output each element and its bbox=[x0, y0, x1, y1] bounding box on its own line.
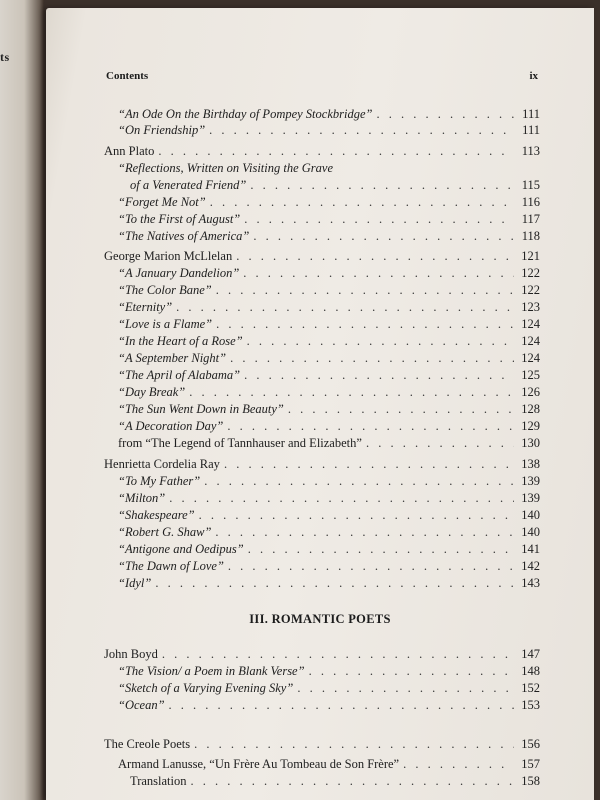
section-heading: III. ROMANTIC POETS bbox=[249, 612, 391, 626]
toc-entry: “In the Heart of a Rose” . . . 124 bbox=[118, 333, 540, 350]
book-page bbox=[46, 8, 594, 800]
left-page-edge bbox=[0, 0, 44, 800]
toc-entry: “The Natives of America” . . . 118 bbox=[118, 228, 540, 245]
toc-entry: “Idyl” . . . 143 bbox=[118, 575, 540, 592]
header-title: Contents bbox=[106, 70, 149, 82]
toc-entry: “Ocean” . . . 153 bbox=[118, 697, 540, 714]
toc-entry-author: Ann Plato . . . 113 bbox=[104, 143, 540, 160]
toc-entry: “Milton” . . . 139 bbox=[118, 490, 540, 507]
toc-entry: “The Vision/ a Poem in Blank Verse” . . . 148 bbox=[118, 663, 540, 680]
toc-entry: “The Color Bane” . . . 122 bbox=[118, 282, 540, 299]
toc-entry: “Reflections, Written on Visiting the Grave bbox=[118, 161, 334, 175]
toc-entry-author: Henrietta Cordelia Ray . . . 138 bbox=[104, 456, 540, 473]
toc-entry: “Day Break” . . . 126 bbox=[118, 384, 540, 401]
toc-entry: of a Venerated Friend” . . . 115 bbox=[130, 177, 540, 194]
toc-entry-author: George Marion McLlelan . . . 121 bbox=[104, 248, 540, 265]
toc-entry: “Forget Me Not” . . . 116 bbox=[118, 194, 540, 211]
left-page-text: ts bbox=[0, 50, 10, 64]
toc-entry: “Antigone and Oedipus” . . . 141 bbox=[118, 541, 540, 558]
toc-entry: “The April of Alabama” . . . 125 bbox=[118, 367, 540, 384]
page-header bbox=[106, 70, 538, 82]
toc-entry: “Sketch of a Varying Evening Sky” . . . 152 bbox=[118, 680, 540, 697]
toc-entry: “Eternity” . . . 123 bbox=[118, 299, 540, 316]
toc-entry: Translation . . . 158 bbox=[130, 773, 540, 790]
toc-entry-author: John Boyd . . . 147 bbox=[104, 646, 540, 663]
toc-entry: “To My Father” . . . 139 bbox=[118, 473, 540, 490]
toc-entry: “To the First of August” . . . 117 bbox=[118, 211, 540, 228]
toc-entry: “A Decoration Day” . . . 129 bbox=[118, 418, 540, 435]
toc-entry: “An Ode On the Birthday of Pompey Stockbridge” . . . 111 bbox=[118, 106, 540, 123]
toc-entry: “The Dawn of Love” . . . 142 bbox=[118, 558, 540, 575]
toc-entry-author: The Creole Poets . . . 156 bbox=[104, 736, 540, 753]
toc-entry: from “The Legend of Tannhauser and Elizabeth” . . . 130 bbox=[118, 435, 540, 452]
toc-entry: Armand Lanusse, “Un Frère Au Tombeau de Son Frère” . . . 157 bbox=[118, 756, 540, 773]
toc-entry: “A September Night” . . . 124 bbox=[118, 350, 540, 367]
toc-entry: “On Friendship” . . . 111 bbox=[118, 122, 540, 139]
toc-entry: “A January Dandelion” . . . 122 bbox=[118, 265, 540, 282]
toc-entry: “Shakespeare” . . . 140 bbox=[118, 507, 540, 524]
toc-entry: “Robert G. Shaw” . . . 140 bbox=[118, 524, 540, 541]
toc-entry: “The Sun Went Down in Beauty” . . . 128 bbox=[118, 401, 540, 418]
page-number: ix bbox=[529, 70, 538, 82]
toc-entry: “Love is a Flame” . . . 124 bbox=[118, 316, 540, 333]
